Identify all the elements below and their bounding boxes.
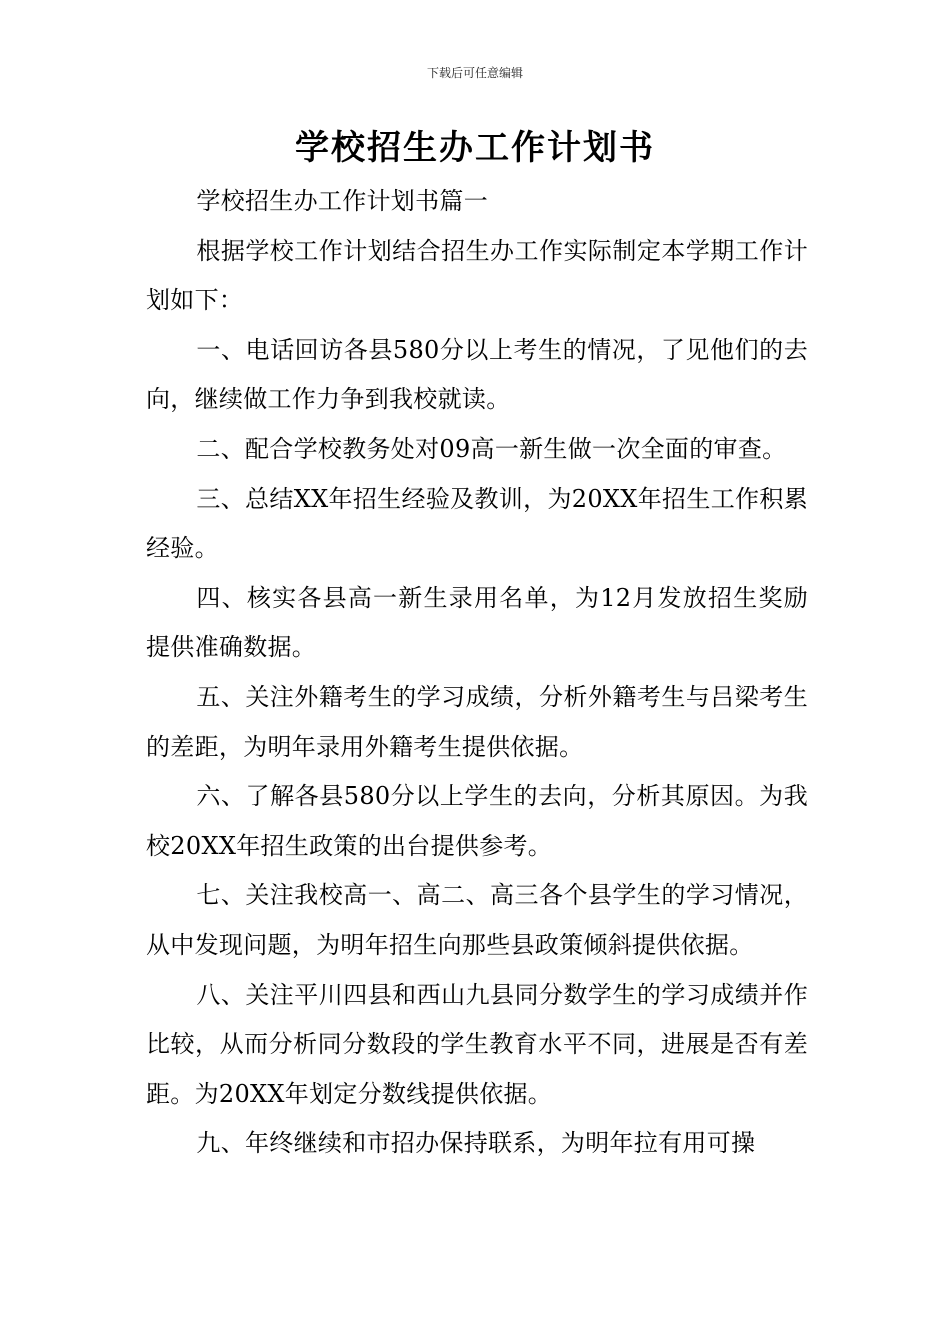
document-body bbox=[146, 177, 808, 1169]
paragraph-item-3: 三、总结XX年招生经验及教训，为20XX年招生工作积累经验。 bbox=[146, 484, 808, 563]
paragraph-item-1: 一、电话回访各县580分以上考生的情况，了见他们的去向，继续做工作力争到我校就读。 bbox=[146, 335, 808, 414]
paragraph-item-2: 二、配合学校教务处对09高一新生做一次全面的审查。 bbox=[196, 434, 787, 463]
paragraph-intro: 根据学校工作计划结合招生办工作实际制定本学期工作计划如下： bbox=[146, 236, 808, 315]
paragraph-item-8: 八、关注平川四县和西山九县同分数学生的学习成绩并作比较，从而分析同分数段的学生教育水平不同，进展是否有差距。为20XX年划定分数线提供依据。 bbox=[146, 980, 808, 1108]
paragraph-item-9: 九、年终继续和市招办保持联系，为明年拉有用可操 bbox=[196, 1129, 756, 1158]
document-title: 学校招生办工作计划书 bbox=[295, 128, 655, 168]
paragraph-item-7: 七、关注我校高一、高二、高三各个县学生的学习情况，从中发现问题，为明年招生向那些县政策倾斜提供依据。 bbox=[146, 881, 808, 959]
header-note: 下载后可任意编辑 bbox=[426, 66, 523, 80]
paragraph-item-5: 五、关注外籍考生的学习成绩，分析外籍考生与吕梁考生的差距，为明年录用外籍考生提供依据。 bbox=[146, 682, 808, 761]
paragraph-subtitle: 学校招生办工作计划书篇一 bbox=[196, 187, 488, 215]
paragraph-item-6: 六、了解各县580分以上学生的去向，分析其原因。为我校20XX年招生政策的出台提供参考。 bbox=[146, 782, 808, 860]
paragraph-item-4: 四、核实各县高一新生录用名单，为12月发放招生奖励提供准确数据。 bbox=[146, 583, 808, 662]
